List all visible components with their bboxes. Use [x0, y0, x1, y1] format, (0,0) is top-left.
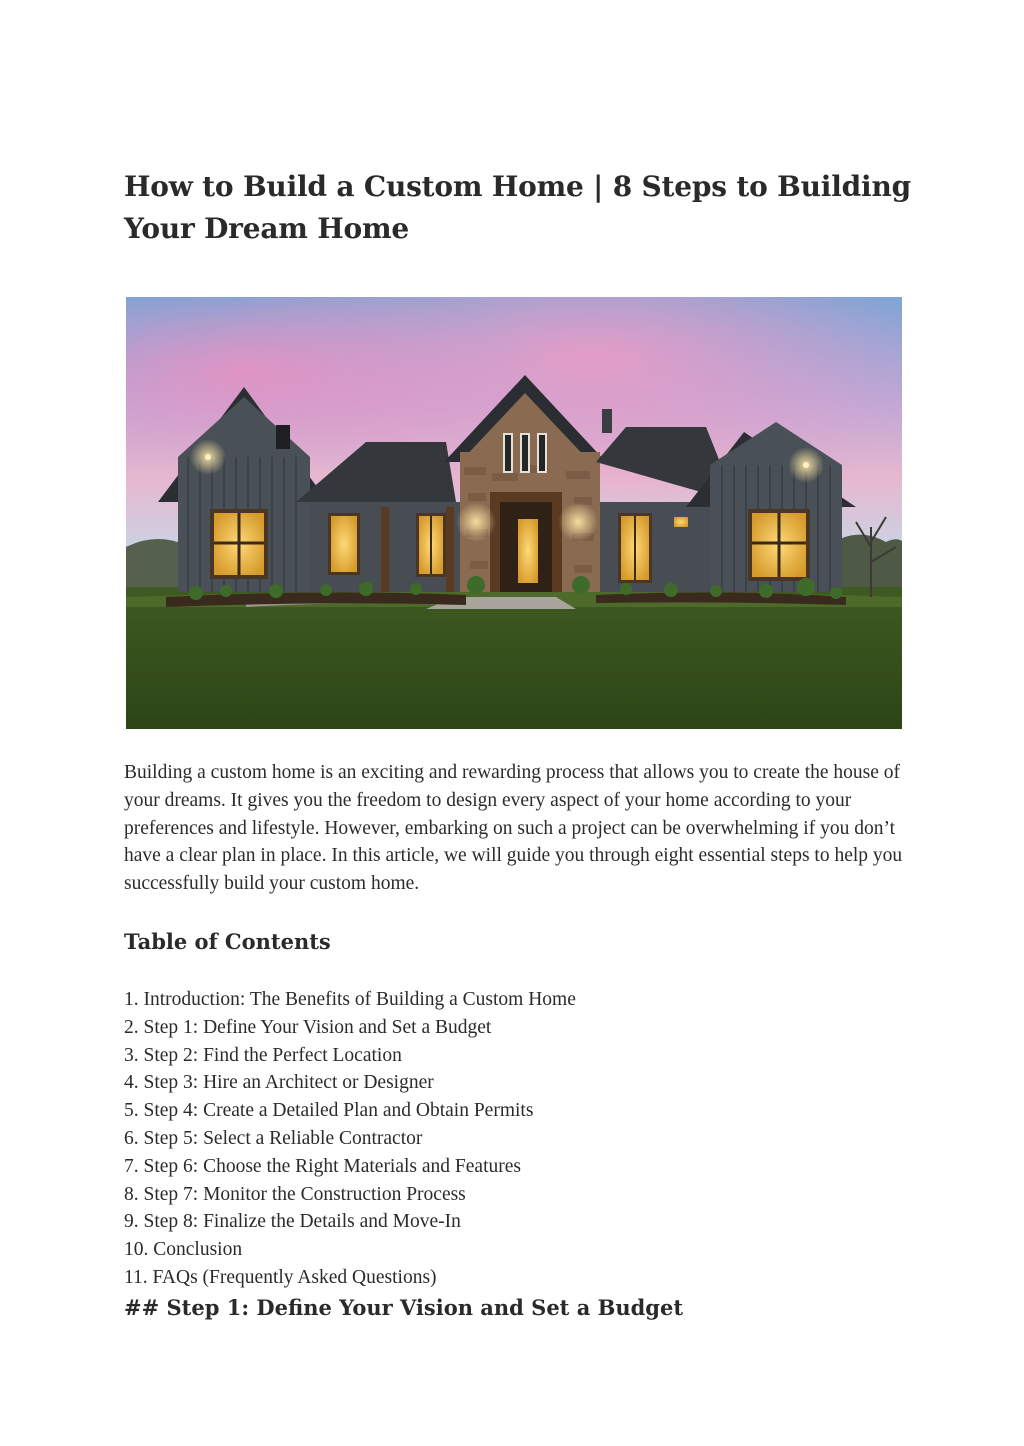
page-title: How to Build a Custom Home | 8 Steps to Building Your Dream Home	[124, 170, 911, 245]
toc-item-step-6: 7. Step 6: Choose the Right Materials and Features	[124, 1155, 521, 1177]
table-of-contents	[124, 986, 576, 1292]
toc-item-conclusion: 10. Conclusion	[124, 1239, 243, 1261]
toc-heading: Table of Contents	[124, 929, 331, 954]
toc-item-step-3: 4. Step 3: Hire an Architect or Designer	[124, 1072, 434, 1094]
toc-item-step-5: 6. Step 5: Select a Reliable Contractor	[124, 1127, 423, 1149]
hero-image	[126, 297, 902, 729]
house-illustration	[126, 297, 902, 729]
toc-item-step-4: 5. Step 4: Create a Detailed Plan and Obtain Permits	[124, 1100, 534, 1122]
toc-item-step-1: 2. Step 1: Define Your Vision and Set a Budget	[124, 1016, 492, 1038]
toc-item-step-2: 3. Step 2: Find the Perfect Location	[124, 1044, 402, 1066]
toc-item-faqs: 11. FAQs (Frequently Asked Questions)	[124, 1266, 437, 1288]
intro-paragraph: Building a custom home is an exciting and rewarding process that allows you to create the house of your dreams. It gives you the freedom to design every aspect of your home according to your preferences and lifestyle. However, embarking on such a project can be overwhelming if you don’t have a clear plan in place. In this article, we will guide you through eight essential steps to help you successfully build your custom home.	[124, 762, 903, 895]
toc-item-step-7: 8. Step 7: Monitor the Construction Process	[124, 1183, 466, 1205]
toc-item-step-8: 9. Step 8: Finalize the Details and Move-In	[124, 1211, 461, 1233]
toc-item-introduction: 1. Introduction: The Benefits of Building a Custom Home	[124, 989, 576, 1010]
section-heading-step-1: ## Step 1: Define Your Vision and Set a Budget	[124, 1295, 684, 1320]
